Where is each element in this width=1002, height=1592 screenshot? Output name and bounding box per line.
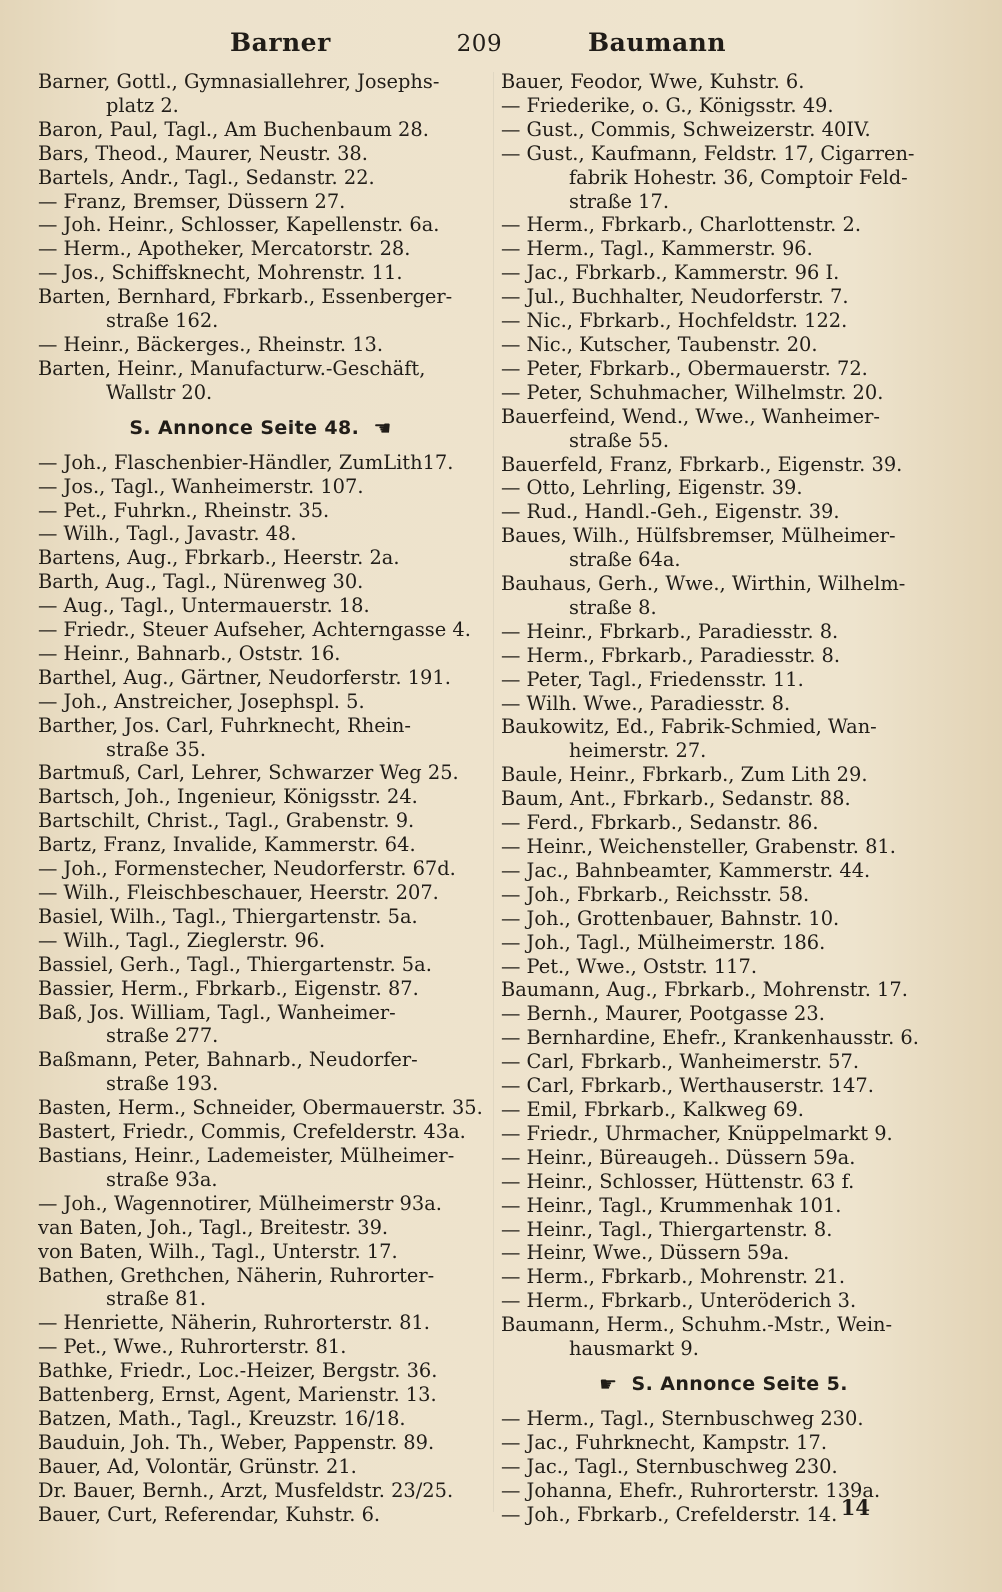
entry-line: Barner, Gottl., Gymnasiallehrer, Josephs- <box>38 70 440 93</box>
entry-line: — Joh., Formenstecher, Neudorferstr. 67d. <box>38 857 456 881</box>
entry-continuation: straße 93a. <box>106 1167 218 1191</box>
entry-line: — Heinr., Weichensteller, Grabenstr. 81. <box>501 835 896 858</box>
entry-line: — Friedr., Uhrmacher, Knüppelmarkt 9. <box>501 1121 893 1145</box>
directory-entry <box>38 285 483 333</box>
directory-entry <box>38 1407 483 1431</box>
directory-entry <box>38 881 483 905</box>
directory-entry <box>501 1479 946 1503</box>
entry-line: Bartschilt, Christ., Tagl., Grabenstr. 9. <box>38 809 415 833</box>
directory-entry <box>38 1503 483 1527</box>
directory-entry <box>38 857 483 881</box>
entry-line: — Gust., Kaufmann, Feldstr. 17, Cigarren- <box>501 141 915 165</box>
entry-continuation: platz 2. <box>106 93 179 117</box>
left-column <box>38 70 483 1526</box>
entry-line: van Baten, Joh., Tagl., Breitestr. 39. <box>38 1215 389 1239</box>
directory-entry <box>38 618 483 642</box>
entry-continuation: heimerstr. 27. <box>569 739 707 763</box>
directory-entry <box>38 929 483 953</box>
directory-entry <box>501 1313 946 1361</box>
entry-line: — Ferd., Fbrkarb., Sedanstr. 86. <box>501 811 819 835</box>
entry-line: — Pet., Wwe., Ruhrorterstr. 81. <box>38 1335 347 1359</box>
directory-entry <box>38 190 483 214</box>
directory-entry <box>38 1264 483 1312</box>
entry-line: Barthel, Aug., Gärtner, Neudorferstr. 191. <box>38 665 451 689</box>
entry-line: Bartmuß, Carl, Lehrer, Schwarzer Weg 25. <box>38 761 459 785</box>
directory-entry <box>501 70 946 94</box>
directory-entry <box>38 761 483 785</box>
directory-entry <box>38 1192 483 1216</box>
directory-entry <box>501 213 946 237</box>
entry-line: Baues, Wilh., Hülfsbremser, Mülheimer- <box>501 524 896 548</box>
directory-entry <box>38 570 483 594</box>
directory-entry <box>501 476 946 500</box>
directory-entry <box>501 453 946 477</box>
entry-line: — Joh., Anstreicher, Josephspl. 5. <box>38 689 365 713</box>
entry-line: — Herm., Apotheker, Mercatorstr. 28. <box>38 237 411 261</box>
entry-line: — Joh., Fbrkarb., Reichsstr. 58. <box>501 882 810 906</box>
entry-line: — Bernhardine, Ehefr., Krankenhausstr. 6. <box>501 1026 919 1050</box>
directory-entry <box>501 1407 946 1431</box>
directory-entry <box>38 785 483 809</box>
directory-entry <box>501 1026 946 1050</box>
directory-entry <box>501 692 946 716</box>
entry-line: Bauduin, Joh. Th., Weber, Pappenstr. 89. <box>38 1430 435 1454</box>
entry-line: — Pet., Wwe., Oststr. 117. <box>501 954 758 978</box>
entry-line: — Heinr, Wwe., Düssern 59a. <box>501 1241 790 1265</box>
directory-entry <box>38 1455 483 1479</box>
directory-entry <box>38 1335 483 1359</box>
entry-continuation: straße 64a. <box>569 548 681 572</box>
entry-line: — Aug., Tagl., Untermauerstr. 18. <box>38 594 370 618</box>
directory-entry <box>38 166 483 190</box>
entry-line: — Wilh., Fleischbeschauer, Heerstr. 207. <box>38 881 439 904</box>
entry-line: — Jos., Schiffsknecht, Mohrenstr. 11. <box>38 261 403 285</box>
directory-entry <box>501 142 946 214</box>
page-number: 209 <box>456 31 503 57</box>
entry-line: Bathen, Grethchen, Näherin, Ruhrorter- <box>38 1263 435 1287</box>
entry-continuation: fabrik Hohestr. 36, Comptoir Feld- <box>569 165 908 189</box>
directory-entry <box>38 546 483 570</box>
entry-line: — Joh., Fbrkarb., Crefelderstr. 14. <box>501 1502 838 1526</box>
entry-line: Bauerfeld, Franz, Fbrkarb., Eigenstr. 39. <box>501 452 903 476</box>
directory-entry <box>38 1479 483 1503</box>
directory-entry <box>38 1048 483 1096</box>
entry-line: Baß, Jos. William, Tagl., Wanheimer- <box>38 1000 396 1024</box>
entry-line: Bartens, Aug., Fbrkarb., Heerstr. 2a. <box>38 546 400 570</box>
directory-entry <box>501 668 946 692</box>
entry-line: Baumann, Aug., Fbrkarb., Mohrenstr. 17. <box>501 978 908 1002</box>
directory-entry <box>38 70 483 118</box>
directory-entry <box>501 1241 946 1265</box>
entry-line: Bauhaus, Gerh., Wwe., Wirthin, Wilhelm- <box>501 572 906 596</box>
directory-entry <box>501 955 946 979</box>
directory-entry <box>501 1050 946 1074</box>
directory-entry <box>501 572 946 620</box>
entry-line: Bauerfeind, Wend., Wwe., Wanheimer- <box>501 404 880 428</box>
pointing-hand-left-icon: ☛ <box>373 415 392 440</box>
directory-entry <box>38 333 483 357</box>
entry-line: — Heinr., Bahnarb., Oststr. 16. <box>38 641 341 665</box>
entry-line: Barther, Jos. Carl, Fuhrknecht, Rhein- <box>38 713 411 737</box>
entry-line: — Joh., Grottenbauer, Bahnstr. 10. <box>501 906 840 930</box>
directory-entry <box>38 451 483 475</box>
entry-line: — Henriette, Näherin, Ruhrorterstr. 81. <box>38 1311 430 1335</box>
columns <box>38 70 976 1526</box>
directory-entry <box>501 1289 946 1313</box>
directory-entry <box>38 499 483 523</box>
entry-line: — Heinr., Büreaugeh.. Düssern 59a. <box>501 1145 856 1169</box>
directory-entry <box>38 977 483 1001</box>
directory-entry <box>501 859 946 883</box>
entry-line: — Joh. Heinr., Schlosser, Kapellenstr. 6a. <box>38 213 440 237</box>
entry-line: Baßmann, Peter, Bahnarb., Neudorfer- <box>38 1048 418 1072</box>
directory-entry <box>501 907 946 931</box>
directory-entry <box>38 213 483 237</box>
entry-line: — Peter, Fbrkarb., Obermauerstr. 72. <box>501 356 868 380</box>
entry-continuation: straße 162. <box>106 309 219 333</box>
directory-entry <box>38 237 483 261</box>
right-column <box>501 70 946 1526</box>
directory-entry <box>38 905 483 929</box>
entry-line: — Rud., Handl.-Geh., Eigenstr. 39. <box>501 500 840 524</box>
entry-line: Bartz, Franz, Invalide, Kammerstr. 64. <box>38 833 416 857</box>
directory-entry <box>38 1144 483 1192</box>
entry-line: — Peter, Tagl., Friedensstr. 11. <box>501 667 804 691</box>
directory-entry <box>38 666 483 690</box>
entry-continuation: straße 35. <box>106 737 207 761</box>
entry-line: — Jul., Buchhalter, Neudorferstr. 7. <box>501 285 849 309</box>
directory-entry <box>38 690 483 714</box>
entry-line: — Heinr., Fbrkarb., Paradiesstr. 8. <box>501 619 839 643</box>
directory-entry <box>501 1146 946 1170</box>
directory-entry <box>501 94 946 118</box>
directory-entry <box>38 809 483 833</box>
entry-line: Bartels, Andr., Tagl., Sedanstr. 22. <box>38 165 375 189</box>
entry-line: von Baten, Wilh., Tagl., Unterstr. 17. <box>38 1239 398 1263</box>
directory-entry <box>38 522 483 546</box>
entry-line: Barten, Bernhard, Fbrkarb., Essenberger- <box>38 285 453 309</box>
directory-entry <box>38 714 483 762</box>
entry-line: Baukowitz, Ed., Fabrik-Schmied, Wan- <box>501 715 877 739</box>
entry-line: — Heinr., Schlosser, Hüttenstr. 63 f. <box>501 1169 855 1193</box>
entry-line: — Herm., Fbrkarb., Mohrenstr. 21. <box>501 1265 846 1289</box>
entry-line: — Wilh., Tagl., Zieglerstr. 96. <box>38 928 326 952</box>
directory-entry <box>38 1359 483 1383</box>
entry-line: — Otto, Lehrling, Eigenstr. 39. <box>501 476 803 500</box>
entry-line: Basiel, Wilh., Tagl., Thiergartenstr. 5a. <box>38 904 418 928</box>
entry-line: Bartsch, Joh., Ingenieur, Königsstr. 24. <box>38 785 418 809</box>
directory-entry <box>501 1074 946 1098</box>
entry-line: Bastians, Heinr., Lademeister, Mülheimer- <box>38 1143 455 1167</box>
annonce-text: S. Annonce Seite 48. <box>129 416 360 439</box>
entry-continuation: straße 193. <box>106 1072 219 1096</box>
directory-entry <box>38 1096 483 1120</box>
entry-line: — Gust., Commis, Schweizerstr. 40IV. <box>501 117 871 141</box>
entry-line: Bars, Theod., Maurer, Neustr. 38. <box>38 141 368 165</box>
entry-line: — Carl, Fbrkarb., Werthauserstr. 147. <box>501 1074 874 1098</box>
directory-entry <box>38 1383 483 1407</box>
directory-entry <box>38 1431 483 1455</box>
entry-line: — Joh., Tagl., Mülheimerstr. 186. <box>501 930 826 954</box>
directory-entry <box>38 357 483 405</box>
directory-entry <box>501 787 946 811</box>
entry-line: — Joh., Flaschenbier-Händler, ZumLith17. <box>38 450 454 474</box>
page-header <box>38 28 976 70</box>
directory-entry <box>501 285 946 309</box>
directory-entry <box>501 405 946 453</box>
running-head-right: Baumann <box>587 28 726 57</box>
entry-line: — Jac., Fbrkarb., Kammerstr. 96 I. <box>501 261 840 285</box>
entry-line: Batzen, Math., Tagl., Kreuzstr. 16/18. <box>38 1406 406 1430</box>
directory-entry <box>501 763 946 787</box>
directory-entry <box>501 644 946 668</box>
directory-entry <box>501 237 946 261</box>
entry-line: Basten, Herm., Schneider, Obermauerstr. 35. <box>38 1096 483 1120</box>
directory-entry <box>501 835 946 859</box>
directory-entry <box>501 620 946 644</box>
directory-entry <box>38 142 483 166</box>
entry-line: Baron, Paul, Tagl., Am Buchenbaum 28. <box>38 117 429 141</box>
entry-continuation: hausmarkt 9. <box>569 1337 699 1361</box>
entry-line: — Friedr., Steuer Aufseher, Achterngasse 4. <box>38 618 471 642</box>
directory-entry <box>501 1194 946 1218</box>
directory-entry <box>38 1120 483 1144</box>
entry-line: — Jac., Bahnbeamter, Kammerstr. 44. <box>501 858 871 882</box>
directory-entry <box>501 883 946 907</box>
entry-line: Barten, Heinr., Manufacturw.-Geschäft, <box>38 356 426 380</box>
entry-continuation: straße 8. <box>569 595 657 619</box>
entry-line: Battenberg, Ernst, Agent, Marienstr. 13. <box>38 1383 437 1407</box>
directory-entry <box>501 309 946 333</box>
entry-line: — Jac., Tagl., Sternbuschweg 230. <box>501 1454 838 1478</box>
directory-entry <box>501 118 946 142</box>
entry-line: — Jac., Fuhrknecht, Kampstr. 17. <box>501 1430 828 1454</box>
directory-entry <box>501 333 946 357</box>
entry-line: — Emil, Fbrkarb., Kalkweg 69. <box>501 1097 804 1121</box>
column-divider <box>493 72 494 1512</box>
directory-entry <box>501 1098 946 1122</box>
directory-entry <box>501 1265 946 1289</box>
annonce-reference <box>501 1361 946 1407</box>
entry-line: — Herm., Tagl., Kammerstr. 96. <box>501 237 813 261</box>
entry-line: Bathke, Friedr., Loc.-Heizer, Bergstr. 36. <box>38 1359 438 1383</box>
directory-entry <box>38 1311 483 1335</box>
directory-entry <box>501 500 946 524</box>
directory-entry <box>501 978 946 1002</box>
entry-line: — Pet., Fuhrkn., Rheinstr. 35. <box>38 498 330 522</box>
directory-entry <box>501 1170 946 1194</box>
entry-line: Barth, Aug., Tagl., Nürenweg 30. <box>38 570 364 594</box>
directory-entry <box>501 1455 946 1479</box>
directory-entry <box>501 931 946 955</box>
entry-line: — Joh., Wagennotirer, Mülheimerstr 93a. <box>38 1191 442 1215</box>
entry-line: — Friederike, o. G., Königsstr. 49. <box>501 93 834 117</box>
entry-line: Bastert, Friedr., Commis, Crefelderstr. 43a. <box>38 1120 466 1144</box>
directory-entry <box>501 357 946 381</box>
running-head-left: Barner <box>230 28 331 57</box>
directory-entry <box>38 642 483 666</box>
entry-continuation: straße 55. <box>569 428 670 452</box>
entry-continuation: straße 81. <box>106 1287 207 1311</box>
directory-entry <box>501 261 946 285</box>
entry-line: Bassier, Herm., Fbrkarb., Eigenstr. 87. <box>38 976 419 1000</box>
directory-entry <box>38 475 483 499</box>
directory-entry <box>38 1240 483 1264</box>
directory-entry <box>38 594 483 618</box>
annonce-reference <box>38 405 483 451</box>
entry-line: — Herm., Fbrkarb., Unteröderich 3. <box>501 1289 857 1313</box>
directory-entry <box>38 833 483 857</box>
entry-line: Bassiel, Gerh., Tagl., Thiergartenstr. 5a. <box>38 952 432 976</box>
directory-entry <box>501 381 946 405</box>
entry-line: — Bernh., Maurer, Pootgasse 23. <box>501 1002 825 1026</box>
directory-entry <box>38 261 483 285</box>
entry-line: — Peter, Schuhmacher, Wilhelmstr. 20. <box>501 380 884 404</box>
directory-entry <box>501 1122 946 1146</box>
entry-line: Dr. Bauer, Bernh., Arzt, Musfeldstr. 23/25. <box>38 1478 454 1502</box>
entry-line: Baum, Ant., Fbrkarb., Sedanstr. 88. <box>501 787 851 811</box>
entry-line: — Nic., Fbrkarb., Hochfeldstr. 122. <box>501 309 848 333</box>
entry-line: — Carl, Fbrkarb., Wanheimerstr. 57. <box>501 1050 860 1074</box>
entry-line: — Heinr., Tagl., Krummenhak 101. <box>501 1193 842 1217</box>
entry-continuation: Wallstr 20. <box>106 380 213 404</box>
entry-line: — Herm., Fbrkarb., Paradiesstr. 8. <box>501 643 841 667</box>
directory-entry <box>38 1216 483 1240</box>
directory-entry <box>38 953 483 977</box>
directory-entry <box>501 1002 946 1026</box>
entry-line: — Heinr., Bäckerges., Rheinstr. 13. <box>38 332 384 356</box>
entry-line: — Herm., Fbrkarb., Charlottenstr. 2. <box>501 213 861 237</box>
entry-line: — Johanna, Ehefr., Ruhrorterstr. 139a. <box>501 1478 881 1502</box>
directory-entry <box>38 1001 483 1049</box>
entry-continuation: straße 17. <box>569 189 670 213</box>
directory-entry <box>501 811 946 835</box>
folio-number: 14 <box>840 1495 870 1520</box>
entry-line: Bauer, Feodor, Wwe, Kuhstr. 6. <box>501 70 805 93</box>
entry-line: — Nic., Kutscher, Taubenstr. 20. <box>501 332 818 356</box>
annonce-text: S. Annonce Seite 5. <box>631 1372 848 1395</box>
entry-line: — Herm., Tagl., Sternbuschweg 230. <box>501 1406 864 1430</box>
entry-line: Bauer, Ad, Volontär, Grünstr. 21. <box>38 1454 357 1478</box>
entry-line: — Franz, Bremser, Düssern 27. <box>38 189 346 213</box>
directory-entry <box>501 524 946 572</box>
entry-line: — Heinr., Tagl., Thiergartenstr. 8. <box>501 1217 833 1241</box>
entry-line: — Jos., Tagl., Wanheimerstr. 107. <box>38 474 364 498</box>
pointing-hand-right-icon: ☛ <box>599 1371 618 1396</box>
directory-entry <box>501 715 946 763</box>
directory-entry <box>501 1431 946 1455</box>
entry-line: Bauer, Curt, Referendar, Kuhstr. 6. <box>38 1502 381 1526</box>
directory-entry <box>501 1218 946 1242</box>
directory-entry <box>501 1503 946 1527</box>
entry-line: — Wilh., Tagl., Javastr. 48. <box>38 522 297 546</box>
entry-line: Baumann, Herm., Schuhm.-Mstr., Wein- <box>501 1313 893 1337</box>
directory-entry <box>38 118 483 142</box>
entry-line: — Wilh. Wwe., Paradiesstr. 8. <box>501 691 791 715</box>
entry-line: Baule, Heinr., Fbrkarb., Zum Lith 29. <box>501 763 868 787</box>
entry-continuation: straße 277. <box>106 1024 219 1048</box>
